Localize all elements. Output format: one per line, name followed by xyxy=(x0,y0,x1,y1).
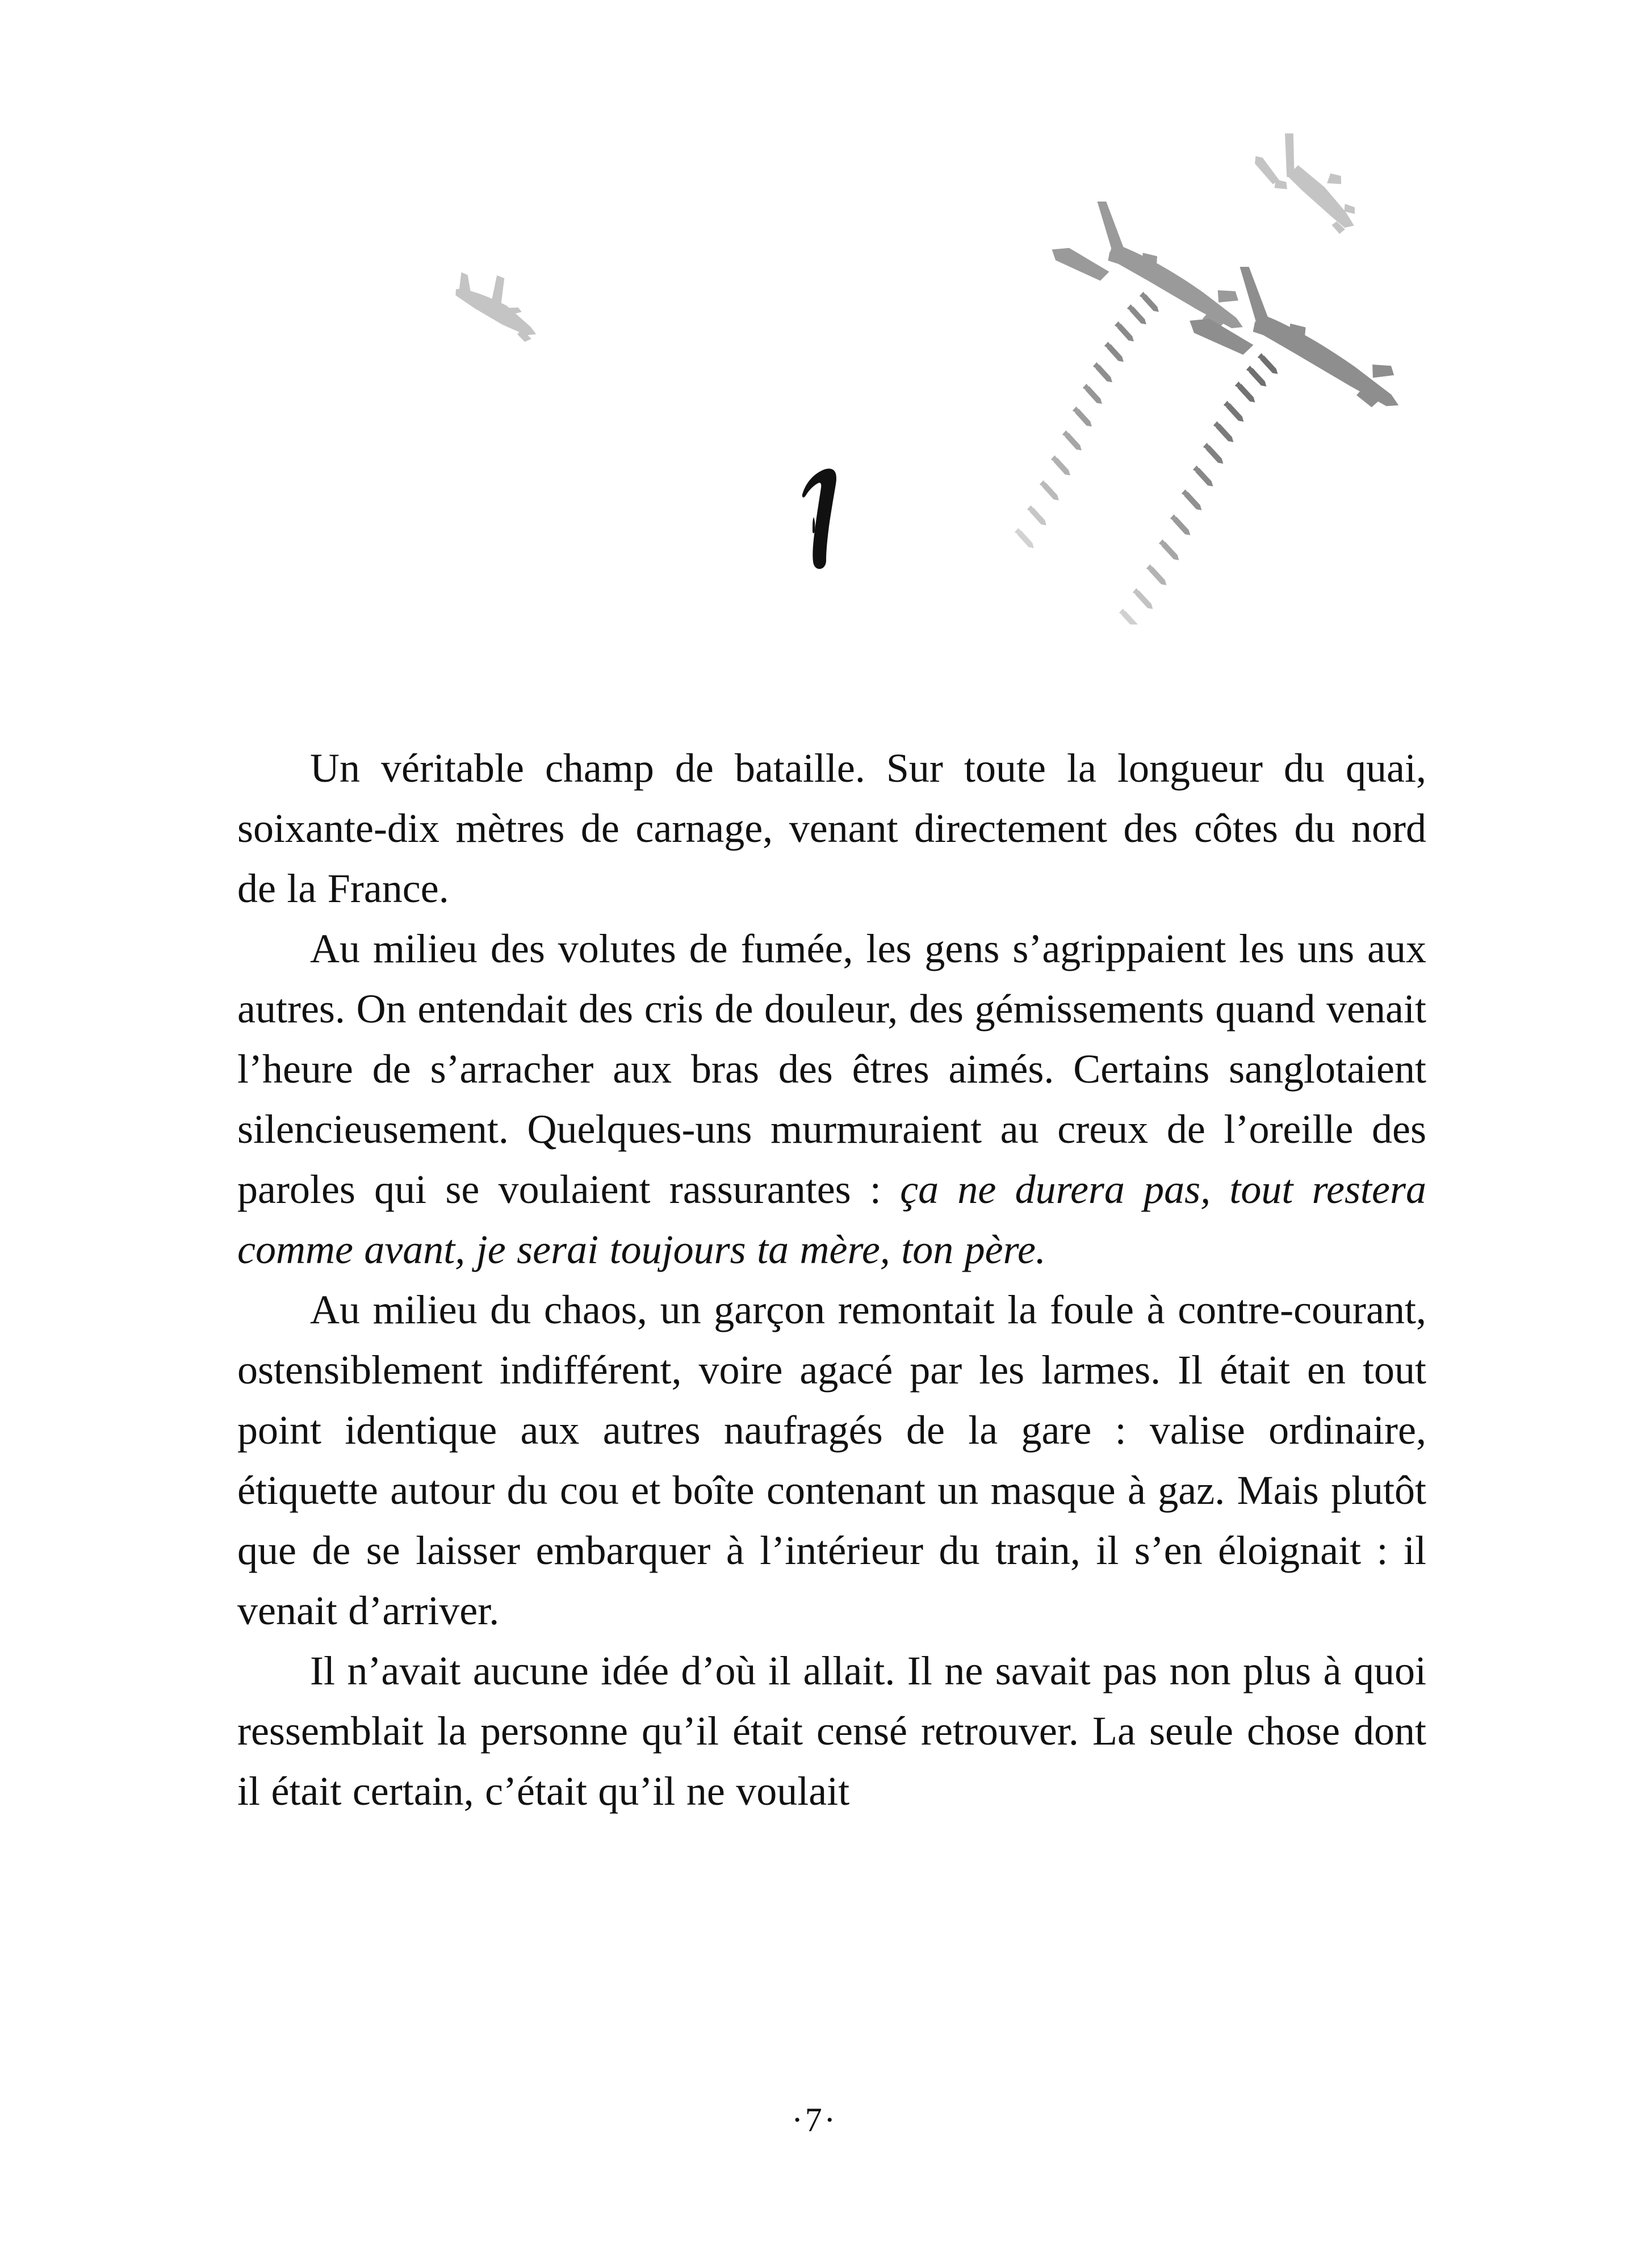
paragraph-1-text: Un véritable champ de bataille. Sur toute la longueur du quai, soixante-dix mètres de carnage, venant directement des côtes du nord de la France. xyxy=(237,745,1426,911)
plane-small-top-right-icon xyxy=(1235,133,1377,247)
plane-bomber-upper-icon xyxy=(1019,202,1280,349)
paragraph-2 xyxy=(237,919,1426,1280)
paragraph-3 xyxy=(237,1280,1426,1641)
paragraph-2-roman: Au milieu des volutes de fumée, les gens s’agrippaient les uns aux autres. On entendait des cris de douleur, des gémissements quand venait l’heure de s’arracher aux bras des êtres aimés. Certains sanglotaient silencieusement. Quelques-uns murmuraient au creux de l’oreille des paroles qui se voulaient rassurantes : xyxy=(237,926,1426,1212)
paragraph-1 xyxy=(237,738,1426,919)
page-number: ·7· xyxy=(792,2101,837,2139)
chapter-number xyxy=(0,463,1629,573)
paragraph-2-italic-quote: ça ne durera pas, tout restera comme avant, je serai toujours ta mère, ton père. xyxy=(237,1167,1426,1272)
body-text xyxy=(237,738,1426,1821)
paragraph-4-text: Il n’avait aucune idée d’où il allait. Il ne savait pas non plus à quoi ressemblait la personne qu’il était censé retrouver. La seule chose dont il était certain, c’était qu’il ne voulait xyxy=(237,1648,1426,1814)
paragraph-3-text: Au milieu du chaos, un garçon remontait la foule à contre-courant, ostensiblement indifférent, voire agacé par les larmes. Il était en tout point identique aux autres naufragés de la gare : valise ordinaire, étiquette autour du cou et boîte contenant un masque à gaz. Mais plutôt que de se laisser embarquer à l’intérieur du train, il s’en éloignait : il venait d’arriver. xyxy=(237,1287,1426,1633)
plane-bomber-lower-icon xyxy=(1155,267,1439,431)
plane-small-left-icon xyxy=(421,257,552,353)
paragraph-4 xyxy=(237,1641,1426,1821)
chapter-number-glyph xyxy=(781,463,849,573)
